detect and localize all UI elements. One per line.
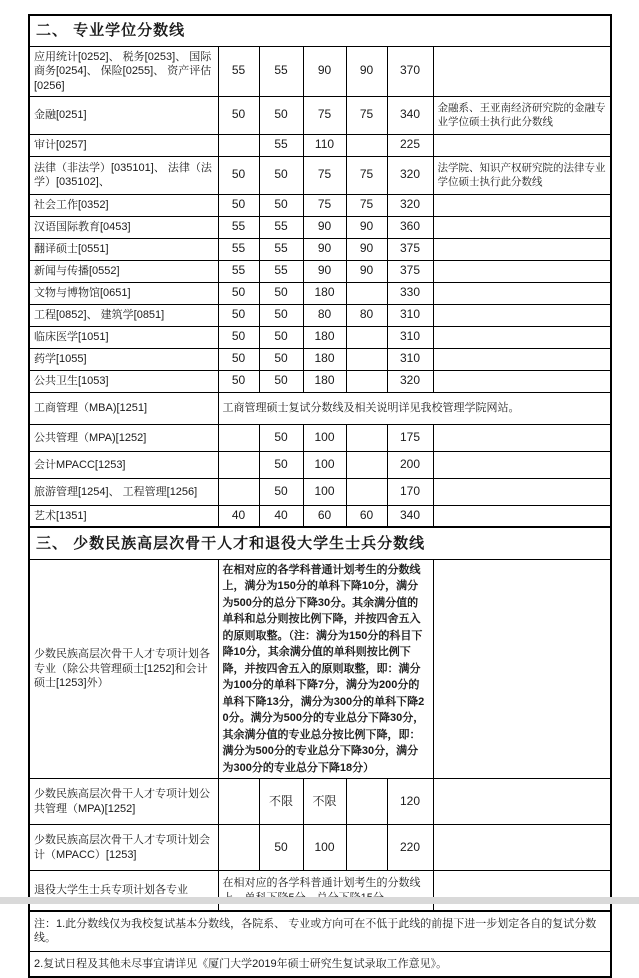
score-cell: 50 xyxy=(259,478,303,505)
score-cell: 180 xyxy=(303,370,346,392)
score-cell: 75 xyxy=(346,194,387,216)
table-row xyxy=(29,392,611,424)
span-text-cell: 工商管理硕士复试分数线及相关说明详见我校管理学院网站。 xyxy=(218,392,611,424)
note-cell xyxy=(433,825,611,871)
table-row xyxy=(29,779,611,825)
program-name-cell: 审计[0257] xyxy=(29,134,218,156)
score-cell: 310 xyxy=(387,304,433,326)
table-row xyxy=(29,304,611,326)
score-cell: 80 xyxy=(346,304,387,326)
score-cell xyxy=(346,424,387,451)
note-cell xyxy=(433,348,611,370)
score-cell xyxy=(346,134,387,156)
score-cell: 55 xyxy=(218,46,259,96)
score-cell: 50 xyxy=(259,96,303,134)
score-cell: 100 xyxy=(303,478,346,505)
score-cell: 100 xyxy=(303,424,346,451)
table-row xyxy=(29,260,611,282)
score-cell: 90 xyxy=(346,238,387,260)
score-cell xyxy=(346,370,387,392)
score-cell: 375 xyxy=(387,238,433,260)
note-cell: 法学院、知识产权研究院的法律专业学位硕士执行此分数线 xyxy=(433,156,611,194)
score-cell: 110 xyxy=(303,134,346,156)
score-cell xyxy=(218,451,259,478)
score-cell: 340 xyxy=(387,96,433,134)
score-cell: 50 xyxy=(218,326,259,348)
note-cell xyxy=(433,326,611,348)
table-row xyxy=(29,871,611,911)
note-cell xyxy=(433,134,611,156)
score-cell: 100 xyxy=(303,825,346,871)
note-cell xyxy=(433,871,611,911)
score-cell: 320 xyxy=(387,370,433,392)
footnote-text: 注：1.此分数线仅为我校复试基本分数线，各院系、 专业或方向可在不低于此线的前提下进一步划定各自的复试分数线。 xyxy=(29,911,611,952)
note-cell xyxy=(433,46,611,96)
score-cell: 40 xyxy=(218,505,259,527)
score-cell: 50 xyxy=(218,194,259,216)
table-row xyxy=(29,194,611,216)
score-cell: 90 xyxy=(303,238,346,260)
program-name-cell: 退役大学生士兵专项计划各专业 xyxy=(29,871,218,911)
table-row xyxy=(29,156,611,194)
score-cell: 55 xyxy=(259,238,303,260)
score-cell: 50 xyxy=(218,304,259,326)
score-cell xyxy=(346,451,387,478)
score-cell: 90 xyxy=(303,216,346,238)
score-cell: 75 xyxy=(346,96,387,134)
score-cell xyxy=(218,424,259,451)
page-bottom-edge xyxy=(0,897,639,904)
score-cell: 50 xyxy=(259,304,303,326)
score-cell: 75 xyxy=(303,156,346,194)
score-cell: 180 xyxy=(303,326,346,348)
program-name-cell: 艺术[1351] xyxy=(29,505,218,527)
span-text-cell: 在相对应的各学科普通计划考生的分数线上，满分为150分的单科下降10分，满分为500分的总分下降30分。其余满分值的单科和总分则按比例下降，并按四舍五入的原则取整。（注：满分为150分的科目下降10分，其余满分值的单科则按比例下降，并按四舍五入的原则取整，即：满分为100分的单科下降7分，满分为200分的单科下降13分，满分为300分的单科下降20分。满分为500分的专业总分下降30分，其余满分值的专业总分按比例下降，即：满分为500分的专业总分下降30分，满分为300分的专业总分下降18分） xyxy=(218,559,433,779)
score-cell: 55 xyxy=(259,216,303,238)
score-cell xyxy=(346,478,387,505)
program-name-cell: 少数民族高层次骨干人才专项计划公共管理（MPA)[1252] xyxy=(29,779,218,825)
score-cell: 220 xyxy=(387,825,433,871)
program-name-cell: 文物与博物馆[0651] xyxy=(29,282,218,304)
table-row xyxy=(29,96,611,134)
score-cell: 90 xyxy=(346,216,387,238)
program-name-cell: 新闻与传播[0552] xyxy=(29,260,218,282)
footnote-row xyxy=(29,911,611,952)
note-cell xyxy=(433,304,611,326)
section2-header-row xyxy=(29,15,611,46)
score-cell: 375 xyxy=(387,260,433,282)
score-cell xyxy=(218,779,259,825)
program-name-cell: 少数民族高层次骨干人才专项计划各专业（除公共管理硕士[1252]和会计硕士[1253]外） xyxy=(29,559,218,779)
program-name-cell: 应用统计[0252]、 税务[0253]、 国际商务[0254]、 保险[0255]、 资产评估[0256] xyxy=(29,46,218,96)
table-row xyxy=(29,134,611,156)
score-cell: 120 xyxy=(387,779,433,825)
program-name-cell: 公共卫生[1053] xyxy=(29,370,218,392)
score-cell: 50 xyxy=(218,282,259,304)
note-cell xyxy=(433,216,611,238)
score-cell: 60 xyxy=(346,505,387,527)
score-cell: 50 xyxy=(259,451,303,478)
score-cell: 340 xyxy=(387,505,433,527)
score-cell: 40 xyxy=(259,505,303,527)
score-cell: 55 xyxy=(218,260,259,282)
table-row xyxy=(29,348,611,370)
score-cell: 360 xyxy=(387,216,433,238)
section3-header-row xyxy=(29,527,611,559)
score-cell xyxy=(346,779,387,825)
score-cell: 180 xyxy=(303,348,346,370)
note-cell xyxy=(433,779,611,825)
note-cell xyxy=(433,194,611,216)
note-cell xyxy=(433,424,611,451)
note-cell xyxy=(433,451,611,478)
program-name-cell: 会计MPACC[1253] xyxy=(29,451,218,478)
score-cell xyxy=(346,825,387,871)
note-cell xyxy=(433,559,611,779)
score-cell: 50 xyxy=(259,282,303,304)
score-cell: 50 xyxy=(259,825,303,871)
score-cell: 50 xyxy=(218,156,259,194)
program-name-cell: 工程[0852]、 建筑学[0851] xyxy=(29,304,218,326)
program-name-cell: 药学[1055] xyxy=(29,348,218,370)
section3-title: 三、 少数民族高层次骨干人才和退役大学生士兵分数线 xyxy=(29,527,611,559)
score-cell: 90 xyxy=(346,46,387,96)
note-cell xyxy=(433,238,611,260)
program-name-cell: 临床医学[1051] xyxy=(29,326,218,348)
score-cell: 170 xyxy=(387,478,433,505)
table-row xyxy=(29,478,611,505)
program-name-cell: 翻译硕士[0551] xyxy=(29,238,218,260)
program-name-cell: 社会工作[0352] xyxy=(29,194,218,216)
program-name-cell: 旅游管理[1254]、 工程管理[1256] xyxy=(29,478,218,505)
note-cell xyxy=(433,260,611,282)
score-cell: 50 xyxy=(218,370,259,392)
table-row xyxy=(29,451,611,478)
score-cell: 330 xyxy=(387,282,433,304)
score-cell: 55 xyxy=(259,46,303,96)
table-row xyxy=(29,559,611,779)
score-cell: 55 xyxy=(259,134,303,156)
score-cell: 75 xyxy=(303,96,346,134)
score-cell: 50 xyxy=(259,156,303,194)
score-cell: 55 xyxy=(218,216,259,238)
score-cell xyxy=(346,326,387,348)
footnote-text: 2.复试日程及其他未尽事宜请详见《厦门大学2019年硕士研究生复试录取工作意见》。 xyxy=(29,951,611,977)
score-cell: 310 xyxy=(387,326,433,348)
table-row xyxy=(29,326,611,348)
score-cell xyxy=(346,348,387,370)
note-cell xyxy=(433,282,611,304)
score-cell: 50 xyxy=(259,326,303,348)
score-cell: 370 xyxy=(387,46,433,96)
section2-title: 二、 专业学位分数线 xyxy=(29,15,611,46)
score-cell: 55 xyxy=(259,260,303,282)
score-cell: 不限 xyxy=(259,779,303,825)
score-cell: 75 xyxy=(346,156,387,194)
score-cell: 200 xyxy=(387,451,433,478)
score-cell: 310 xyxy=(387,348,433,370)
program-name-cell: 工商管理（MBA)[1251] xyxy=(29,392,218,424)
table-row xyxy=(29,505,611,527)
score-cell: 75 xyxy=(303,194,346,216)
score-cell: 320 xyxy=(387,156,433,194)
table-row xyxy=(29,370,611,392)
note-cell xyxy=(433,370,611,392)
score-cell xyxy=(346,282,387,304)
table-row xyxy=(29,825,611,871)
table-row xyxy=(29,238,611,260)
score-cell: 90 xyxy=(346,260,387,282)
note-cell xyxy=(433,505,611,527)
score-cell: 50 xyxy=(259,194,303,216)
score-table xyxy=(28,14,612,978)
table-row xyxy=(29,216,611,238)
program-name-cell: 少数民族高层次骨干人才专项计划会计（MPACC）[1253] xyxy=(29,825,218,871)
score-cell: 50 xyxy=(259,348,303,370)
score-cell: 100 xyxy=(303,451,346,478)
score-cell: 180 xyxy=(303,282,346,304)
score-cell: 175 xyxy=(387,424,433,451)
program-name-cell: 汉语国际教育[0453] xyxy=(29,216,218,238)
score-cell: 不限 xyxy=(303,779,346,825)
score-cell: 50 xyxy=(259,370,303,392)
table-row xyxy=(29,424,611,451)
score-cell: 60 xyxy=(303,505,346,527)
score-cell xyxy=(218,825,259,871)
span-text-cell: 在相对应的各学科普通计划考生的分数线 xyxy=(218,871,433,911)
score-cell xyxy=(218,478,259,505)
score-cell: 90 xyxy=(303,46,346,96)
note-cell: 金融系、王亚南经济研究院的金融专业学位硕士执行此分数线 xyxy=(433,96,611,134)
score-cell xyxy=(218,134,259,156)
program-name-cell: 公共管理（MPA)[1252] xyxy=(29,424,218,451)
score-cell: 50 xyxy=(218,96,259,134)
score-cell: 80 xyxy=(303,304,346,326)
score-cell: 50 xyxy=(218,348,259,370)
note-cell xyxy=(433,478,611,505)
score-cell: 55 xyxy=(218,238,259,260)
footnote-row xyxy=(29,951,611,977)
program-name-cell: 法律（非法学）[035101]、 法律（法学）[035102]、 xyxy=(29,156,218,194)
table-row xyxy=(29,46,611,96)
score-cell: 320 xyxy=(387,194,433,216)
score-cell: 90 xyxy=(303,260,346,282)
table-row xyxy=(29,282,611,304)
score-cell: 50 xyxy=(259,424,303,451)
score-cell: 225 xyxy=(387,134,433,156)
program-name-cell: 金融[0251] xyxy=(29,96,218,134)
